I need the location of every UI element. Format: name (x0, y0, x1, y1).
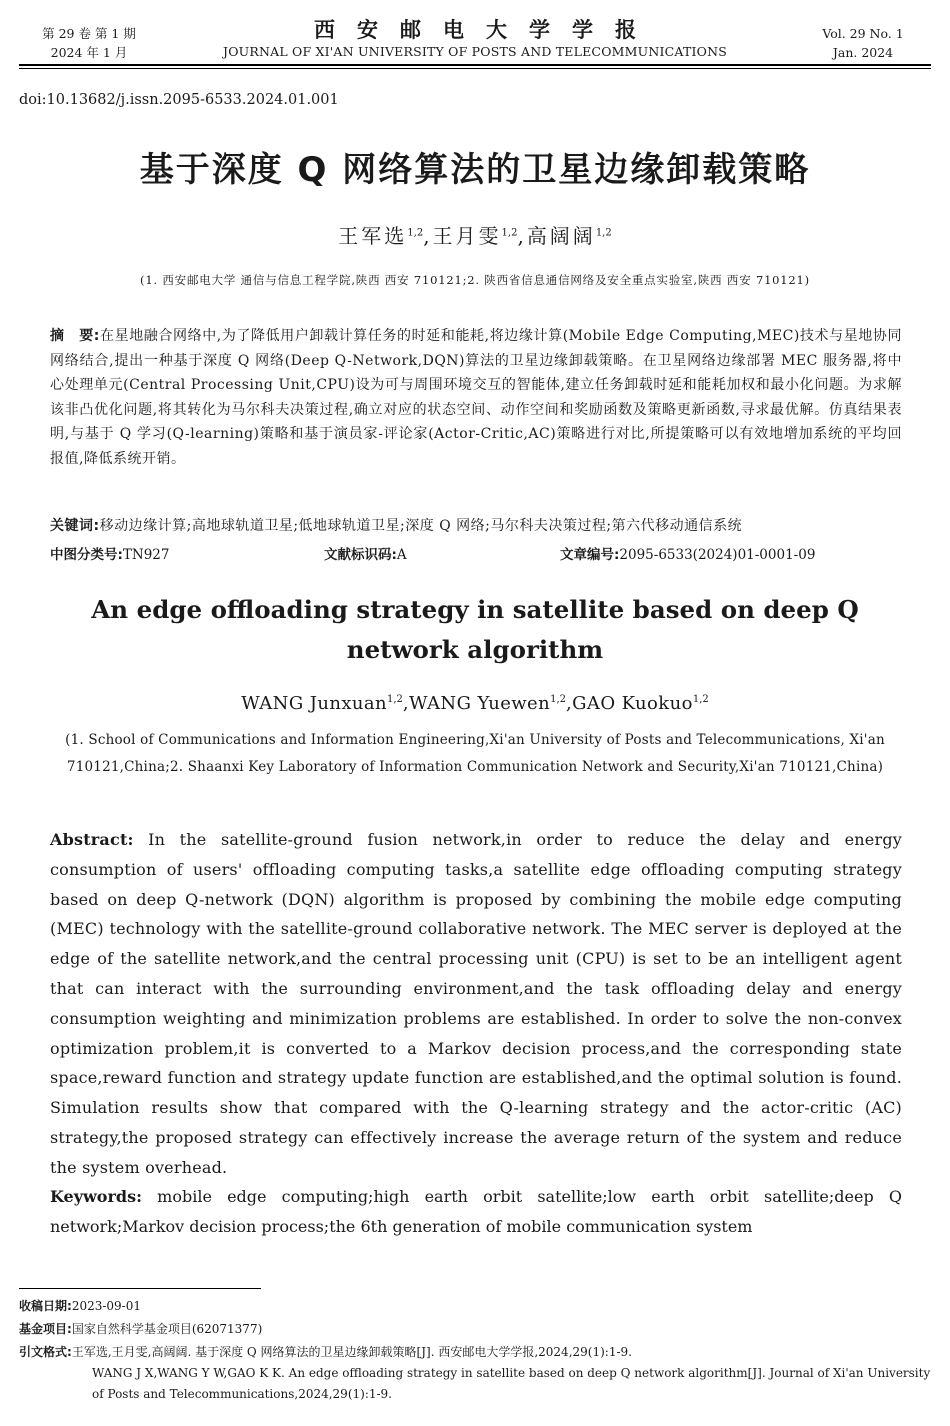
author-en: WANG Yuewen (409, 693, 551, 714)
affiliation-cn: (1. 西安邮电大学 通信与信息工程学院,陕西 西安 710121;2. 陕西省信息通信网络及安全重点实验室,陕西 西安 710121) (140, 273, 810, 287)
author-sup: 1,2 (387, 694, 403, 705)
date-en: Jan. 2024 (832, 45, 894, 60)
abstract-cn (50, 324, 902, 472)
document-code (324, 543, 407, 563)
authors-cn (0, 220, 950, 249)
abstract-en-label: Abstract: (50, 830, 134, 849)
article-value: 2095-6533(2024)01-0001-09 (619, 547, 816, 563)
author-sup: 1,2 (692, 694, 709, 705)
journal-header (180, 16, 770, 60)
doc-value: A (396, 547, 407, 563)
keywords-en-label: Keywords: (50, 1187, 143, 1206)
article-label: 文章编号: (560, 547, 620, 563)
author-sup: 1,2 (550, 694, 567, 705)
author-en: GAO Kuokuo (572, 693, 693, 714)
affiliation-en: (1. School of Communications and Information Engineering,Xi'an University of Posts and Telecommunications, Xi'an 710121,China;2. Shaanxi Key Laboratory of Information Communication Network and Security,Xi'an 710121,China) (65, 732, 885, 775)
title-cn: 基于深度 Q 网络算法的卫星边缘卸载策略 (139, 150, 811, 190)
citation-format (19, 1342, 931, 1405)
doi: doi:10.13682/j.issn.2095-6533.2024.01.001 (19, 92, 339, 108)
author-en: WANG Junxuan (241, 693, 387, 714)
cite-en: WANG J X,WANG Y W,GAO K K. An edge offloading strategy in satellite based on deep Q network algorithm[J]. Journal of Xi'an University of Posts and Telecommunications,2024,29(1):1-9. (92, 1366, 931, 1401)
date-cn: 2024 年 1 月 (50, 45, 128, 60)
received-date (19, 1296, 931, 1317)
author-cn: 王军选 (338, 224, 408, 248)
keywords-cn-label: 关键词: (50, 518, 100, 534)
received-value: 2023-09-01 (71, 1299, 141, 1313)
volume-issue-en: Vol. 29 No. 1 (822, 26, 904, 41)
author-cn: 高阔阔 (526, 224, 596, 248)
author-cn: 王月雯 (432, 224, 502, 248)
header-rule-top (19, 64, 931, 66)
volume-issue-cn: 第 29 卷 第 1 期 (42, 26, 136, 41)
author-sep: , (402, 693, 410, 714)
fund-project (19, 1319, 931, 1340)
abstract-cn-label: 摘 要: (50, 328, 100, 344)
issue-info-en (808, 24, 918, 62)
doc-label: 文献标识码: (324, 547, 397, 563)
keywords-en-text: mobile edge computing;high earth orbit satellite;low earth orbit satellite;deep Q network;Markov decision process;the 6th generation of mobile communication system (50, 1187, 902, 1236)
abstract-cn-text: 在星地融合网络中,为了降低用户卸载计算任务的时延和能耗,将边缘计算(Mobile Edge Computing,MEC)技术与星地协同网络结合,提出一种基于深度 Q 网络(Deep Q-Network,DQN)算法的卫星边缘卸载策略。在卫星网络边缘部署 MEC 服务器,将中心处理单元(Central Processing Unit,CPU)设为可与周围环境交互的智能体,建立任务卸载时延和能耗加权和最小化问题。为求解该非凸优化问题,将其转化为马尔科夫决策过程,确立对应的状态空间、动作空间和奖励函数及策略更新函数,寻求最优解。仿真结果表明,与基于 Q 学习(Q-learning)策略和基于演员家-评论家(Actor-Critic,AC)策略进行对比,所提策略可以有效地增加系统的平均回报值,降低系统开销。 (50, 328, 902, 467)
keywords-en (50, 1182, 902, 1242)
received-label: 收稿日期: (19, 1299, 72, 1313)
fund-label: 基金项目: (19, 1322, 72, 1336)
author-sup: 1,2 (407, 227, 424, 239)
header-rule-bottom (19, 68, 931, 69)
clc-value: TN927 (122, 547, 170, 563)
cite-cn: 王军选,王月雯,高阔阔. 基于深度 Q 网络算法的卫星边缘卸载策略[J]. 西安邮电大学学报,2024,29(1):1-9. (71, 1345, 632, 1359)
fund-value: 国家自然科学基金项目(62071377) (71, 1322, 263, 1336)
clc-number (50, 543, 170, 563)
issue-info-cn (34, 24, 144, 62)
journal-name-en: JOURNAL OF XI'AN UNIVERSITY OF POSTS AND TELECOMMUNICATIONS (223, 44, 727, 59)
cite-label: 引文格式: (19, 1345, 72, 1359)
clc-label: 中图分类号: (50, 547, 123, 563)
title-en: An edge offloading strategy in satellite based on deep Q network algorithm (91, 595, 859, 664)
abstract-en (50, 825, 902, 1183)
author-sup: 1,2 (595, 227, 612, 239)
keywords-cn (50, 515, 742, 535)
keywords-cn-text: 移动边缘计算;高地球轨道卫星;低地球轨道卫星;深度 Q 网络;马尔科夫决策过程;第六代移动通信系统 (99, 518, 743, 534)
authors-en (0, 693, 950, 714)
author-sup: 1,2 (501, 227, 518, 239)
author-sep: , (517, 224, 527, 248)
article-number (560, 543, 815, 563)
abstract-en-text: In the satellite-ground fusion network,in order to reduce the delay and energy consumption of users' offloading computing tasks,a satellite edge offloading computing strategy based on deep Q-network (DQN) algorithm is proposed by combining the mobile edge computing (MEC) technology with the satellite-ground collaborative network. The MEC server is deployed at the edge of the satellite network,and the central processing unit (CPU) is set to be an intelligent agent that can interact with the surrounding environment,and the task offloading delay and energy consumption weighting and minimization problems are established. In order to solve the non-convex optimization problem,it is converted to a Markov decision process,and the corresponding state space,reward function and strategy update function are established,and the optimal solution is found. Simulation results show that compared with the Q-learning strategy and the actor-critic (AC) strategy,the proposed strategy can effectively increase the average return of the system and reduce the system overhead. (50, 830, 902, 1177)
footnote-divider (19, 1288, 261, 1289)
author-sep: , (566, 693, 573, 714)
author-sep: , (423, 224, 433, 248)
journal-name-cn: 西安邮电大学学报 (314, 18, 658, 42)
